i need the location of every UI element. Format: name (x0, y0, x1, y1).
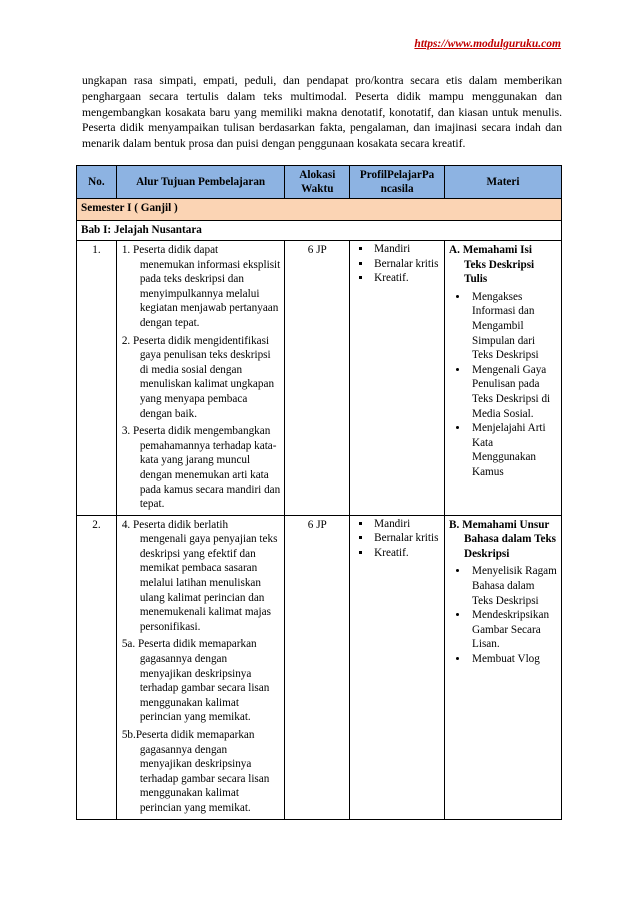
header-profil: ProfilPelajarPa ncasila (350, 166, 445, 199)
profil-item: ▪ Mandiri (372, 517, 444, 532)
profil-cell (350, 241, 445, 516)
materi-topic: • Menjelajahi Arti Kata Menggunakan Kamus (469, 421, 557, 479)
semester-row (77, 199, 562, 221)
table-row (77, 241, 562, 516)
atp-item: 3. Peserta didik mengembangkan pemahamannya terhadap kata-kata yang jarang muncul dengan menemukan arti kata pada kamus secara mandiri dan tepat. (121, 425, 281, 511)
table-row (77, 515, 562, 819)
header-alokasi: Alokasi Waktu (285, 166, 350, 199)
atp-item: 5a. Peserta didik memaparkan gagasannya dengan menyajikan deskripsinya terhadap gambar secara lisan menggunakan kalimat perincian yang memikat. (121, 638, 270, 724)
profil-cell (350, 515, 445, 819)
atp-item: 2. Peserta didik mengidentifikasi gaya penulisan teks deskripsi di media sosial dengan menuliskan kalimat ungkapan yang menyapa pembaca dengan baik. (121, 334, 275, 420)
chapter-label: Bab I: Jelajah Nusantara (77, 221, 562, 241)
materi-cell (445, 241, 562, 516)
alokasi-cell: 6 JP (285, 241, 350, 516)
header-no: No. (77, 166, 117, 199)
intro-paragraph: ungkapan rasa simpati, empati, peduli, dan pendapat pro/kontra secara etis dalam memberikan penghargaan secara tertulis dalam teks multimodal. Peserta didik mampu menggunakan dan mengembangkan kosakata baru yang memiliki makna denotatif, konotatif, dan kiasan untuk menulis. Peserta didik menyampaikan tulisan berdasarkan fakta, pengalaman, dan imajinasi secara indah dan menarik dalam bentuk prosa dan puisi dengan penggunaan kosakata secara kreatif. (82, 74, 562, 151)
atp-cell (116, 515, 285, 819)
materi-title: A. Memahami Isi Teks Deskripsi Tulis (449, 244, 535, 286)
materi-topic: • Mendeskripsikan Gambar Secara Lisan. (469, 608, 557, 652)
profil-item: ▪ Kreatif. (372, 546, 444, 561)
profil-item: ▪ Bernalar kritis (372, 531, 444, 546)
atp-cell (116, 241, 285, 516)
materi-topic: • Mengenali Gaya Penulisan pada Teks Deskripsi di Media Sosial. (469, 363, 557, 421)
learning-objectives-table (76, 165, 562, 820)
chapter-row (77, 221, 562, 241)
atp-item: 5b.Peserta didik memaparkan gagasannya dengan menyajikan deskripsinya terhadap gambar secara lisan menggunakan kalimat perincian yang memikat. (121, 729, 270, 814)
header-materi: Materi (445, 166, 562, 199)
header-url-link[interactable]: https://www.modulguruku.com (414, 38, 561, 50)
materi-topic: • Mengakses Informasi dan Mengambil Simpulan dari Teks Deskripsi (469, 290, 557, 363)
semester-label: Semester I ( Ganjil ) (77, 199, 562, 221)
profil-item: ▪ Bernalar kritis (372, 257, 444, 272)
header-atp: Alur Tujuan Pembelajaran (116, 166, 285, 199)
alokasi-cell: 6 JP (285, 515, 350, 819)
table-header-row (77, 166, 562, 199)
materi-cell (445, 515, 562, 819)
row-number: 2. (77, 515, 117, 819)
atp-item: 1. Peserta didik dapat menemukan informasi eksplisit pada teks deskripsi dan menyimpulkannya melalui kegiatan menjawab pertanyaan dengan tepat. (121, 244, 281, 329)
materi-title: B. Memahami Unsur Bahasa dalam Teks Deskripsi (449, 518, 557, 560)
materi-topic: • Membuat Vlog (469, 652, 557, 667)
profil-item: ▪ Mandiri (372, 242, 444, 257)
atp-item: 4. Peserta didik berlatih mengenali gaya penyajian teks deskripsi yang efektif dan memikat pembaca sasaran melalui latihan menuliskan ulang kalimat perincian dan menemukenali kalimat majas personifikasi. (121, 518, 278, 633)
materi-topic: • Menyelisik Ragam Bahasa dalam Teks Deskripsi (469, 564, 557, 608)
row-number: 1. (77, 241, 117, 516)
profil-item: ▪ Kreatif. (372, 271, 444, 286)
